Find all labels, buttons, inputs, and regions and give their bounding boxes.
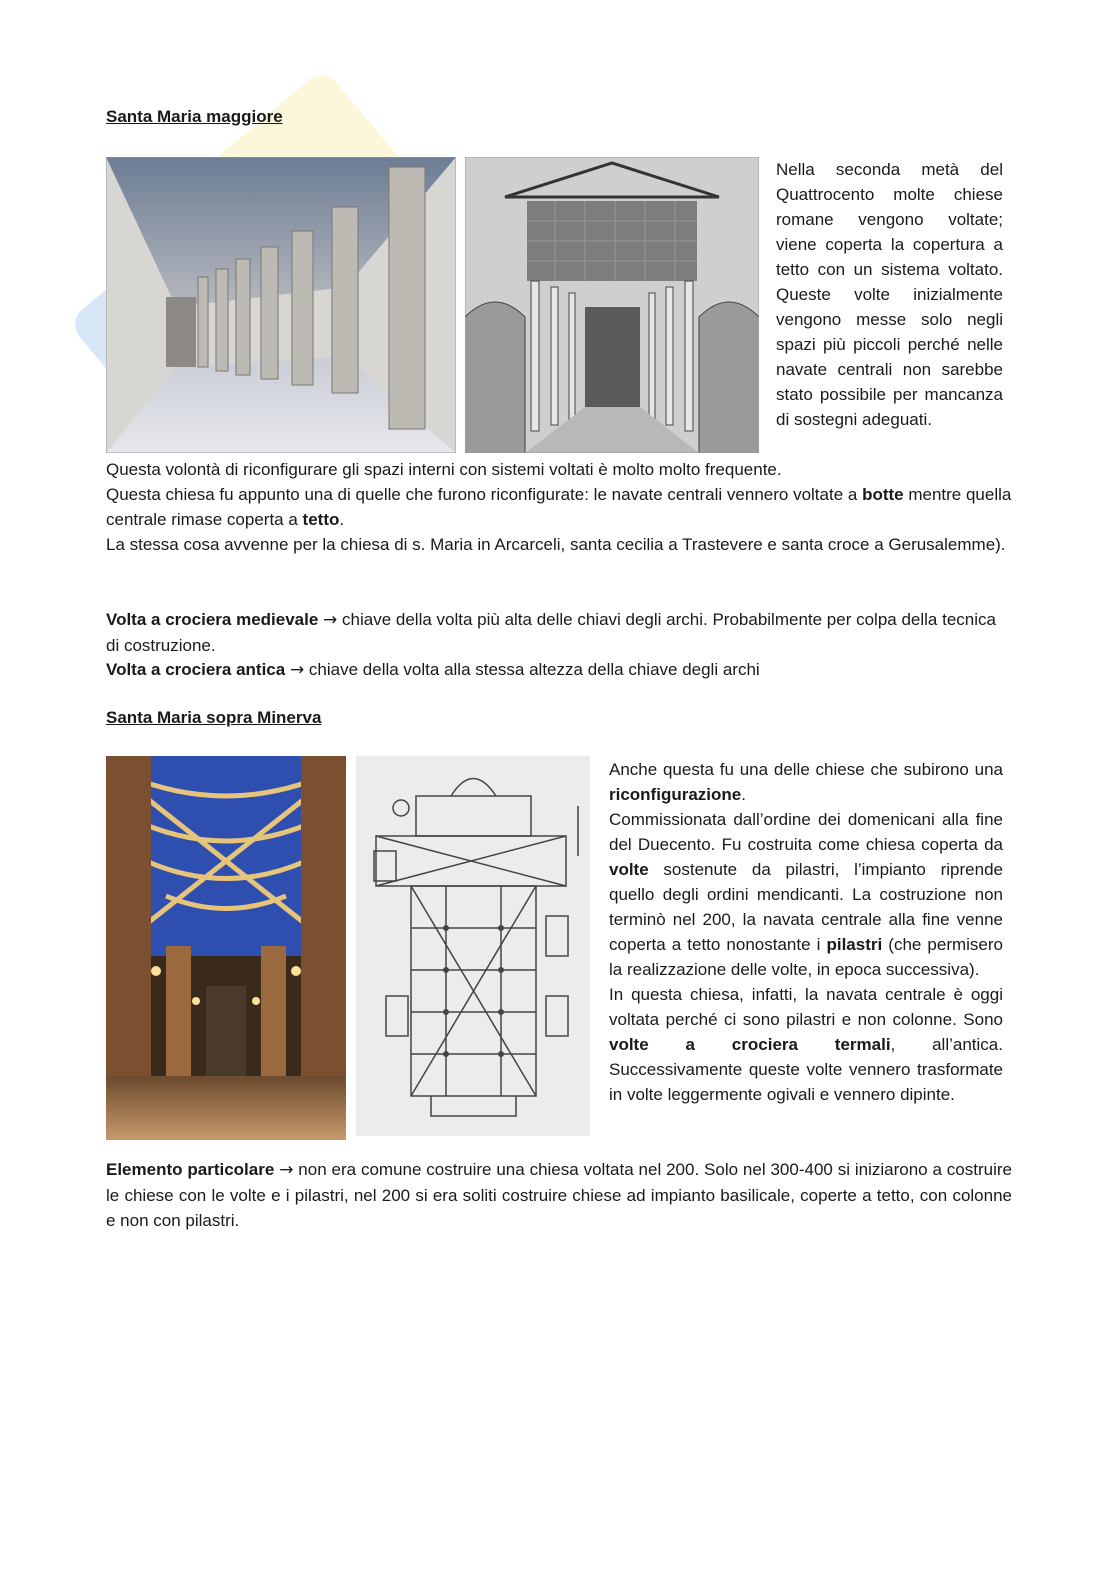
paragraph-medieval-vault: Volta a crociera medievale → chiave della volta più alta delle chiavi degli archi. Probabilmente per colpa della tecnica di costruzione. [106, 610, 996, 655]
engraving-basilica-section [465, 157, 759, 453]
minerva-sentence-3: In questa chiesa, infatti, la navata centrale è oggi voltata perché ci sono pilastri e non colonne. Sono volte a crociera termali, all’antica. Successivamente queste volte vennero trasformate in volte leggermente ogivali e vennero dipinte. [609, 985, 1003, 1104]
arrow-icon: → [323, 610, 338, 630]
photo-minerva-interior [106, 756, 346, 1140]
paragraph-frequent: Questa volontà di riconfigurare gli spazi interni con sistemi voltati è molto molto frequente. [106, 460, 782, 479]
section-title: Santa Maria sopra Minerva [106, 708, 322, 727]
minerva-sentence-2: Commissionata dall’ordine dei domenicani alla fine del Duecento. Fu costruita come chiesa coperta da volte sostenute da pilastri, l’impianto riprende quello degli ordini mendicanti. La costruzione non terminò nel 200, la navata centrale alla fine venne coperta a tetto nonostante i pilastri (che permisero la realizzazione delle volte, in epoca successiva). [609, 810, 1003, 979]
paragraph-other-churches: La stessa cosa avvenne per la chiesa di s. Maria in Arcarceli, santa cecilia a Trastevere e santa croce a Gerusalemme). [106, 535, 1006, 554]
photo-nave-interior [106, 157, 456, 453]
minerva-side-text [609, 757, 1003, 1107]
intro-side-text: Nella seconda metà del Quattrocento molte chiese romane vengono voltate; viene coperta la copertura a tetto con un sistema voltato. Queste volte inizialmente vengono messe solo negli spazi più piccoli perché nelle navate centrali non sarebbe stato possibile per mancanza di sostegni adeguati. [776, 160, 1003, 429]
paragraph-reconfigured: Questa chiesa fu appunto una di quelle che furono riconfigurate: le navate centrali vennero voltate a botte mentre quella centrale rimase coperta a tetto. [106, 485, 1012, 529]
minerva-sentence-1: Anche questa fu una delle chiese che subirono una riconfigurazione. [609, 760, 1003, 804]
paragraph-particular-element: Elemento particolare → non era comune costruire una chiesa voltata nel 200. Solo nel 300-400 si iniziarono a costruire le chiese con le volte e i pilastri, nel 200 si era soliti costruire chiese ad impianto basilicale, coperte a tetto, con colonne e non con pilastri. [106, 1160, 1012, 1230]
floor-plan-drawing [356, 756, 590, 1136]
paragraph-ancient-vault: Volta a crociera antica → chiave della volta alla stessa altezza della chiave degli archi [106, 660, 760, 680]
section-title: Santa Maria maggiore [106, 107, 283, 126]
arrow-icon: → [289, 660, 305, 680]
arrow-icon: → [279, 1160, 294, 1180]
